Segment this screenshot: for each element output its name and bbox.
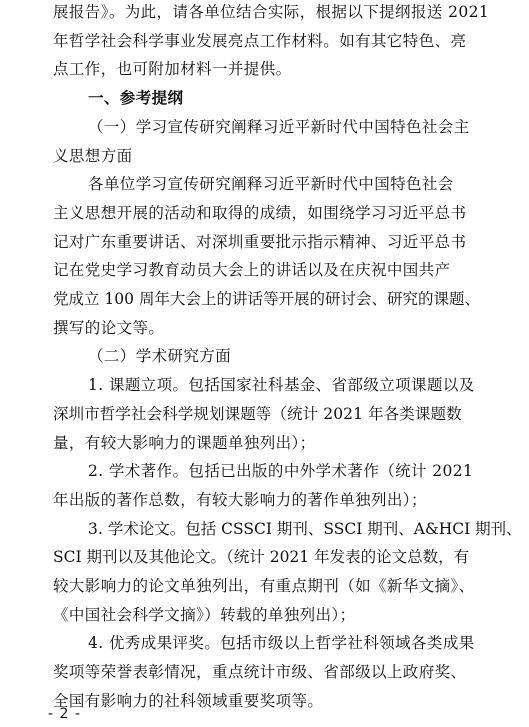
paragraph-line: 记在党史学习教育动员大会上的讲话以及在庆祝中国共产 [53, 261, 451, 279]
paragraph-line: 党成立 100 周年大会上的讲话等开展的研讨会、研究的课题、 [53, 290, 480, 308]
section-heading: 一、参考提纲 [88, 89, 184, 107]
paragraph-line: 奖项等荣誉表彰情况，重点统计市级、省部级以上政府奖、 [53, 663, 467, 681]
paragraph-line: 2. 学术著作。包括已出版的中外学术著作（统计 2021 [88, 462, 474, 480]
subsection-heading: 义思想方面 [53, 147, 133, 165]
subsection-heading: （一）学习宣传研究阐释习近平新时代中国特色社会主 [88, 118, 470, 136]
subsection-heading: （二）学术研究方面 [88, 347, 232, 365]
paragraph-line: 《中国社会科学文摘》）转载的单独列出）； [53, 606, 356, 624]
paragraph-line: 各单位学习宣传研究阐释习近平新时代中国特色社会 [88, 175, 454, 193]
paragraph-line: 年哲学社会科学事业发展亮点工作材料。如有其它特色、亮 [53, 32, 467, 50]
paragraph-line: 全国有影响力的社科领域重要奖项等。 [53, 692, 324, 710]
paragraph-line: 记对广东重要讲话、对深圳重要批示指示精神、习近平总书 [53, 233, 467, 251]
paragraph-line: 1. 课题立项。包括国家社科基金、省部级立项课题以及 [88, 376, 475, 394]
paragraph-line: 4. 优秀成果评奖。包括市级以上哲学社科领域各类成果 [88, 634, 475, 652]
paragraph-line: 主义思想开展的活动和取得的成绩，如围绕学习习近平总书 [53, 204, 467, 222]
page-number: - 2 - [48, 706, 81, 722]
paragraph-line: 较大影响力的论文单独列出，有重点期刊（如《新华文摘》、 [53, 577, 475, 595]
paragraph-line: 撰写的论文等。 [53, 319, 165, 337]
paragraph-line: 量，有较大影响力的课题单独列出）； [53, 434, 316, 452]
paragraph-line: 深圳市哲学社会科学规划课题等（统计 2021 年各类课题数 [53, 405, 462, 423]
paragraph-line: SCI 期刊以及其他论文。（统计 2021 年发表的论文总数，有 [53, 548, 470, 566]
paragraph-line: 展报告》。为此，请各单位结合实际，根据以下提纲报送 2021 [53, 3, 490, 21]
paragraph-line: 3. 学术论文。包括 CSSCI 期刊、SSCI 期刊、A&HCI 期刊、 [88, 520, 522, 538]
paragraph-line: 年出版的著作总数，有较大影响力的著作单独列出）； [53, 491, 427, 509]
paragraph-line: 点工作，也可附加材料一并提供。 [53, 60, 292, 78]
